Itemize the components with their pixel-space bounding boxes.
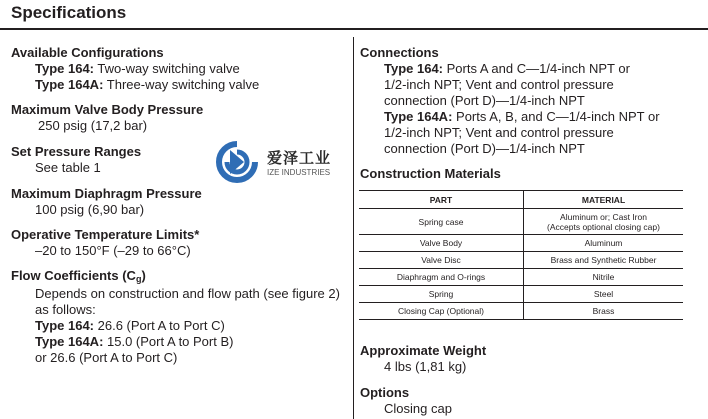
connections-heading: Connections <box>360 45 439 60</box>
flow-item-value: 15.0 (Port A to Port B) <box>103 334 234 349</box>
options-heading: Options <box>360 385 410 400</box>
temperature-value: –20 to 150°F (–29 to 66°C) <box>35 243 191 258</box>
flow-heading-text: Flow Coefficients (C <box>11 268 136 283</box>
connections-164a-line2: 1/2-inch NPT; Vent and control pressure <box>384 125 614 140</box>
flow-description-line1: Depends on construction and flow path (see figure 2) <box>35 286 340 301</box>
part-cell: Spring <box>359 286 524 303</box>
construction-materials-heading: Construction Materials <box>360 166 501 181</box>
part-cell: Valve Body <box>359 235 524 252</box>
config-item-label: Type 164: <box>35 61 95 76</box>
flow-item-value: 26.6 (Port A to Port C) <box>94 318 225 333</box>
set-pressure-value: See table 1 <box>35 160 101 175</box>
config-item-164 <box>35 61 240 76</box>
flow-item-164 <box>35 318 225 333</box>
table-row <box>359 252 683 269</box>
logo-english-text: IZE INDUSTRIES <box>267 168 331 177</box>
table-row <box>359 286 683 303</box>
material-cell: Nitrile <box>524 269 684 286</box>
logo-mark-icon <box>215 140 259 184</box>
config-item-value: Two-way switching valve <box>94 61 240 76</box>
options-value: Closing cap <box>384 401 452 416</box>
connections-164-text: Ports A and C—1/4-inch NPT or <box>443 61 630 76</box>
configurations-heading: Available Configurations <box>11 45 164 60</box>
table-row <box>359 303 683 320</box>
diaphragm-pressure-value: 100 psig (6,90 bar) <box>35 202 145 217</box>
materials-table <box>359 190 683 320</box>
diaphragm-pressure-heading: Maximum Diaphragm Pressure <box>11 186 202 201</box>
page-title: Specifications <box>11 3 127 22</box>
material-cell: Brass <box>524 303 684 320</box>
connections-164-label: Type 164: <box>384 61 444 76</box>
config-item-value: Three-way switching valve <box>103 77 260 92</box>
logo-chinese-text: 爱泽工业 <box>267 150 332 167</box>
table-header-row <box>359 191 683 209</box>
connections-164-line1 <box>384 61 630 76</box>
flow-item-label: Type 164: <box>35 318 95 333</box>
connections-164a-text: Ports A, B, and C—1/4-inch NPT or <box>452 109 660 124</box>
flow-item-label: Type 164A: <box>35 334 104 349</box>
part-cell: Valve Disc <box>359 252 524 269</box>
part-cell: Spring case <box>359 209 524 235</box>
material-cell: Steel <box>524 286 684 303</box>
material-cell <box>524 209 684 235</box>
flow-item-164a-alt: or 26.6 (Port A to Port C) <box>35 350 178 365</box>
column-header-material: MATERIAL <box>524 191 684 209</box>
flow-heading-close: ) <box>141 268 146 283</box>
material-note: (Accepts optional closing cap) <box>547 221 660 232</box>
weight-value: 4 lbs (1,81 kg) <box>384 359 467 374</box>
part-cell: Closing Cap (Optional) <box>359 303 524 320</box>
material-cell: Brass and Synthetic Rubber <box>524 252 684 269</box>
part-cell: Diaphragm and O-rings <box>359 269 524 286</box>
connections-164-line2: 1/2-inch NPT; Vent and control pressure <box>384 77 614 92</box>
config-item-label: Type 164A: <box>35 77 104 92</box>
material-cell: Aluminum <box>524 235 684 252</box>
column-divider <box>353 37 354 419</box>
body-pressure-value: 250 psig (17,2 bar) <box>38 118 148 133</box>
set-pressure-heading: Set Pressure Ranges <box>11 144 142 159</box>
flow-heading-subscript: g <box>135 274 142 284</box>
flow-description-line2: as follows: <box>35 302 96 317</box>
connections-164-line3: connection (Port D)—1/4-inch NPT <box>384 93 585 108</box>
connections-164a-line3: connection (Port D)—1/4-inch NPT <box>384 141 585 156</box>
table-row <box>359 269 683 286</box>
material-line: Aluminum or; Cast Iron <box>560 211 647 222</box>
company-logo <box>215 140 345 186</box>
flow-coefficients-heading <box>11 268 146 284</box>
title-rule <box>0 28 708 30</box>
temperature-heading: Operative Temperature Limits* <box>11 227 200 242</box>
weight-heading: Approximate Weight <box>360 343 487 358</box>
table-row <box>359 209 683 235</box>
table-row <box>359 235 683 252</box>
body-pressure-heading: Maximum Valve Body Pressure <box>11 102 204 117</box>
config-item-164a <box>35 77 259 92</box>
column-header-part: PART <box>359 191 524 209</box>
flow-item-164a <box>35 334 233 349</box>
connections-164a-line1 <box>384 109 660 124</box>
connections-164a-label: Type 164A: <box>384 109 453 124</box>
